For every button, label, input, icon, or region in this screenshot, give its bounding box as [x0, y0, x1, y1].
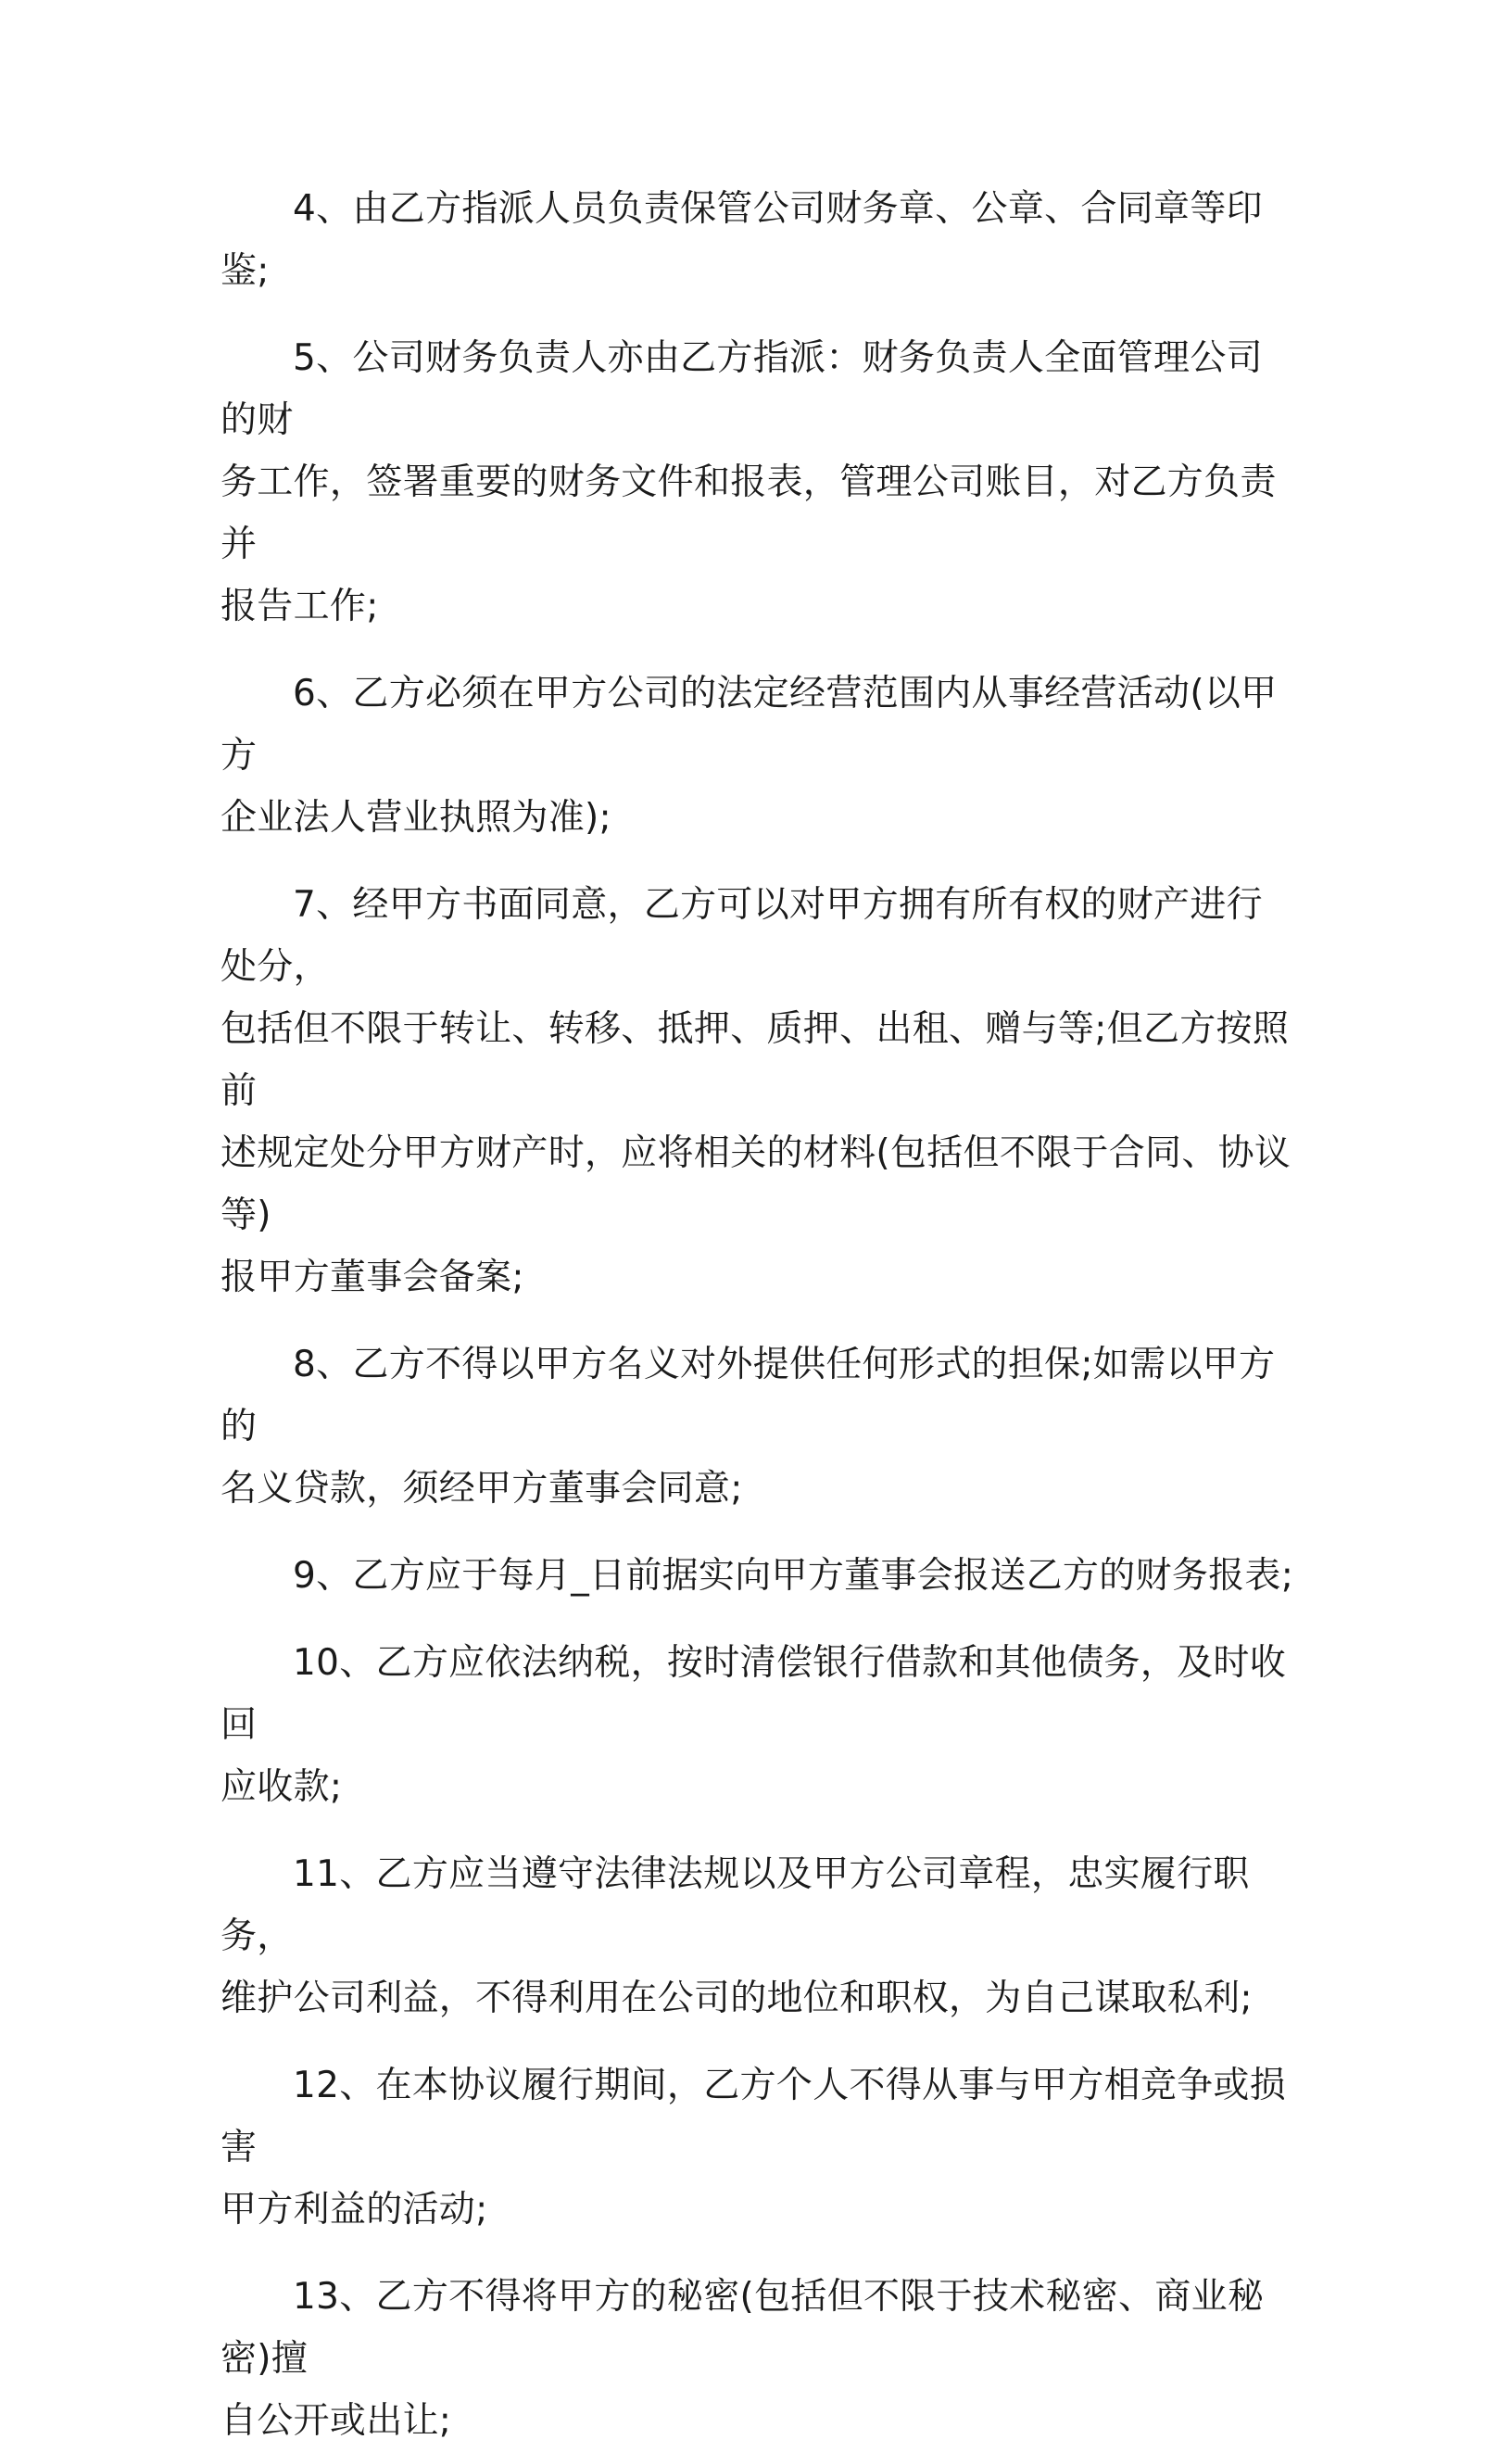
clause-7: 7、经甲方书面同意，乙方可以对甲方拥有所有权的财产进行处分， 包括但不限于转让、转移、抵押、质押、出租、赠与等;但乙方按照前 述规定处分甲方财产时，应将相关的材料(包括但不限于合同、协议等) 报甲方董事会备案;	[220, 884, 1292, 1298]
clause-13: 13、乙方不得将甲方的秘密(包括但不限于技术秘密、商业秘密)擅 自公开或出让;	[220, 2276, 1265, 2442]
clause-11: 11、乙方应当遵守法律法规以及甲方公司章程，忠实履行职务， 维护公司利益，不得利用在公司的地位和职权，为自己谋取私利;	[220, 1853, 1253, 2019]
clause-5: 5、公司财务负责人亦由乙方指派：财务负责人全面管理公司的财 务工作，签署重要的财务文件和报表，管理公司账目，对乙方负责并 报告工作;	[220, 337, 1277, 627]
clause-10: 10、乙方应依法纳税，按时清偿银行借款和其他债务，及时收回 应收款;	[220, 1642, 1287, 1808]
document-body	[220, 178, 1297, 2452]
clause-8: 8、乙方不得以甲方名义对外提供任何形式的担保;如需以甲方的 名义贷款，须经甲方董事会同意;	[220, 1344, 1276, 1510]
clause-12: 12、在本协议履行期间，乙方个人不得从事与甲方相竞争或损害 甲方利益的活动;	[220, 2065, 1287, 2231]
clause-9: 9、乙方应于每月_日前据实向甲方董事会报送乙方的财务报表;	[293, 1555, 1294, 1597]
clause-4: 4、由乙方指派人员负责保管公司财务章、公章、合同章等印鉴;	[220, 188, 1263, 292]
clause-6: 6、乙方必须在甲方公司的法定经营范围内从事经营活动(以甲方 企业法人营业执照为准);	[220, 673, 1278, 839]
